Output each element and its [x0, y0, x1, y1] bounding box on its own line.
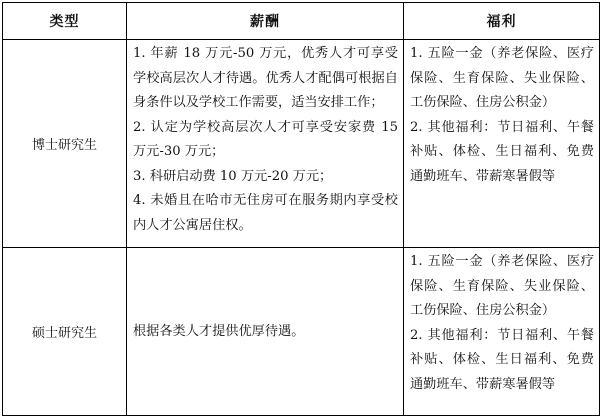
type-cell-master: 硕士研究生: [3, 248, 127, 416]
welfare-item-phd-2: 2. 其他福利：节日福利、午餐补贴、体检、生日福利、免费通勤班车、带薪寒暑假等: [410, 119, 594, 184]
type-cell-phd: 博士研究生: [3, 40, 127, 248]
benefit-table: [2, 2, 600, 416]
salary-cell-master: [127, 248, 404, 416]
table-row-phd: [3, 40, 600, 248]
welfare-item-master-1: 1. 五险一金（养老保险、医疗保险、生育保险、失业保险、工伤保险、住房公积金）: [410, 254, 594, 318]
salary-item-phd-3: 3. 科研启动费 10 万元-20 万元；: [133, 168, 333, 184]
salary-item-phd-4: 4. 未婚且在哈市无住房可在服务期内享受校内人才公寓居住权。: [133, 193, 398, 233]
welfare-item-phd-1: 1. 五险一金（养老保险、医疗保险、生育保险、失业保险、工伤保险、住房公积金）: [410, 46, 594, 110]
welfare-cell-phd: [404, 40, 600, 248]
welfare-cell-master: [404, 248, 600, 416]
table-row-master: [3, 248, 600, 416]
salary-cell-phd: [127, 40, 404, 248]
header-type: 类型: [3, 3, 127, 40]
header-row: [3, 3, 600, 40]
salary-item-master-1: 根据各类人才提供优厚待遇。: [133, 324, 305, 340]
salary-item-phd-1: 1. 年薪 18 万元-50 万元，优秀人才可享受学校高层次人才待遇。优秀人才配偶可根据自身条件以及学校工作需要，适当安排工作；: [133, 46, 398, 110]
header-welfare: 福利: [404, 3, 600, 40]
salary-item-phd-2: 2. 认定为学校高层次人才可享受安家费 15 万元-30 万元；: [133, 119, 398, 159]
header-salary: 薪酬: [127, 3, 404, 40]
welfare-item-master-2: 2. 其他福利：节日福利、午餐补贴、体检、生日福利、免费通勤班车、带薪寒暑假等: [410, 327, 594, 392]
